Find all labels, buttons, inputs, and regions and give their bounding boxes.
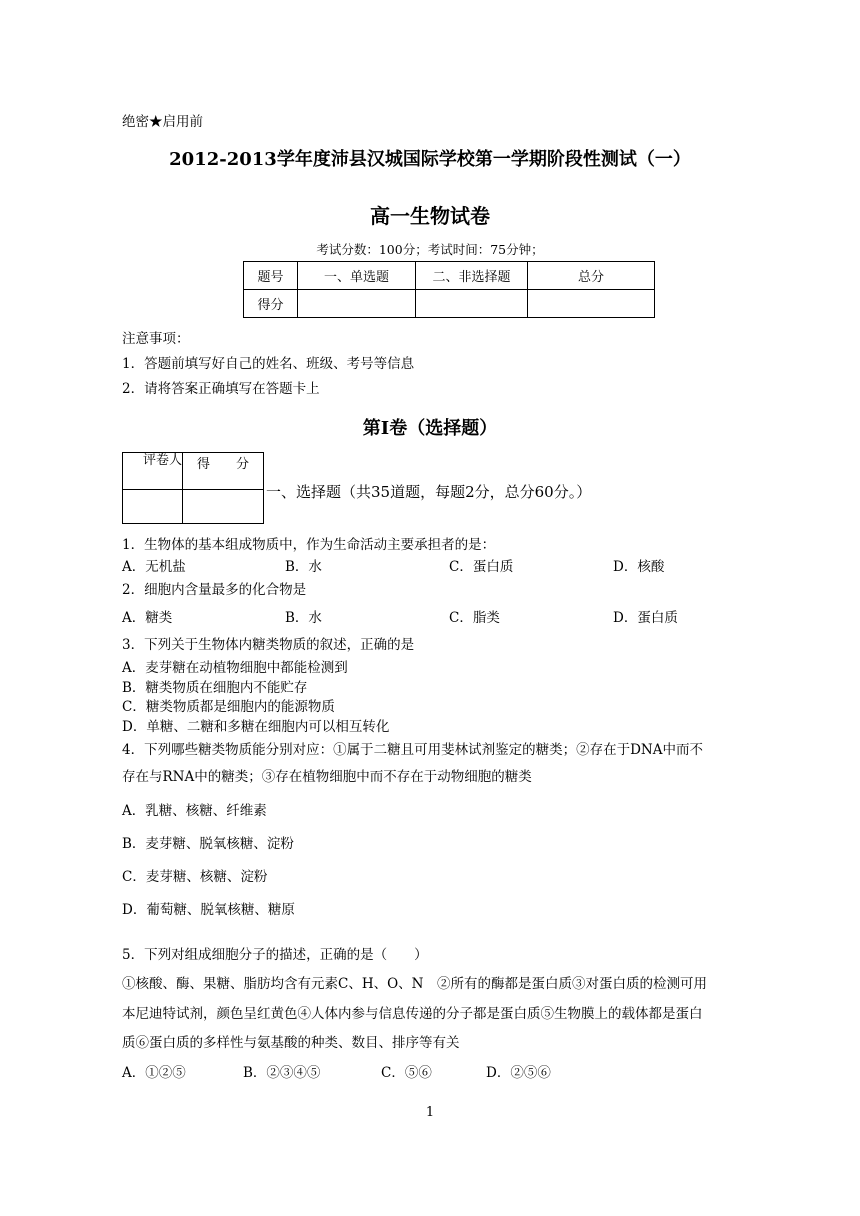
option-d: D．单糖、二糖和多糖在细胞内可以相互转化 xyxy=(122,719,390,735)
score-header-cell: 一、单选题 xyxy=(298,262,416,290)
option-a: A．麦芽糖在动植物细胞中都能检测到 xyxy=(122,660,348,676)
question-stem: 4．下列哪些糖类物质能分别对应：①属于二糖且可用斐林试剂鉴定的糖类；②存在于DNA中而不 xyxy=(122,742,703,758)
grader-cell[interactable] xyxy=(123,490,183,524)
score-cell[interactable] xyxy=(183,490,264,524)
score-header-cell: 二、非选择题 xyxy=(416,262,528,290)
score-cell[interactable] xyxy=(298,290,416,318)
option-a: A．乳糖、核糖、纤维素 xyxy=(122,803,267,819)
grader-table xyxy=(122,452,264,524)
option-d: D．核酸 xyxy=(613,559,665,575)
question-body: 质⑥蛋白质的多样性与氨基酸的种类、数目、排序等有关 xyxy=(122,1035,460,1051)
section-instruction: 一、选择题（共35道题，每题2分，总分60分。） xyxy=(266,483,592,501)
question-stem: 2．细胞内含量最多的化合物是 xyxy=(122,582,307,598)
option-c: C．蛋白质 xyxy=(449,559,514,575)
page-number: 1 xyxy=(425,1105,435,1120)
exam-subtitle: 高一生物试卷 xyxy=(370,204,490,228)
option-b: B．麦芽糖、脱氧核糖、淀粉 xyxy=(122,836,294,852)
option-b: B．糖类物质在细胞内不能贮存 xyxy=(122,680,308,696)
score-header-cell: 总分 xyxy=(528,262,655,290)
option-b: B．②③④⑤ xyxy=(243,1065,321,1081)
question-stem: 5．下列对组成细胞分子的描述，正确的是（ ） xyxy=(122,947,428,963)
option-c: C．麦芽糖、核糖、淀粉 xyxy=(122,869,268,885)
score-cell[interactable] xyxy=(416,290,528,318)
option-a: A．①②⑤ xyxy=(122,1065,186,1081)
option-a: A．糖类 xyxy=(122,610,173,626)
notes-heading: 注意事项： xyxy=(122,331,190,347)
section-title: 第I卷（选择题） xyxy=(362,418,498,439)
note-item: 1．答题前填写好自己的姓名、班级、考号等信息 xyxy=(122,356,415,372)
option-d: D．蛋白质 xyxy=(613,610,678,626)
option-b: B．水 xyxy=(285,610,322,626)
option-d: D．②⑤⑥ xyxy=(486,1065,551,1081)
question-stem-continued: 存在与RNA中的糖类；③存在植物细胞中而不存在于动物细胞的糖类 xyxy=(122,769,532,785)
score-header-cell: 题号 xyxy=(244,262,298,290)
score-cell[interactable] xyxy=(528,290,655,318)
grader-label: 评卷人 xyxy=(123,453,183,490)
exam-title: 2012-2013学年度沛县汉城国际学校第一学期阶段性测试（一） xyxy=(169,149,691,170)
option-c: C．脂类 xyxy=(449,610,500,626)
option-a: A．无机盐 xyxy=(122,559,186,575)
score-table xyxy=(243,261,655,318)
confidential-mark: 绝密★启用前 xyxy=(122,114,203,130)
option-d: D．葡萄糖、脱氧核糖、糖原 xyxy=(122,902,295,918)
option-c: C．糖类物质都是细胞内的能源物质 xyxy=(122,699,335,715)
exam-info: 考试分数：100分；考试时间：75分钟； xyxy=(316,242,544,257)
score-row-label: 得分 xyxy=(244,290,298,318)
question-body: 本尼迪特试剂，颜色呈红黄色④人体内参与信息传递的分子都是蛋白质⑤生物膜上的载体都是蛋白 xyxy=(122,1006,703,1022)
question-body: ①核酸、酶、果糖、脂肪均含有元素C、H、O、N ②所有的酶都是蛋白质③对蛋白质的检测可用 xyxy=(122,976,707,992)
option-c: C．⑤⑥ xyxy=(381,1065,432,1081)
note-item: 2．请将答案正确填写在答题卡上 xyxy=(122,381,320,397)
question-stem: 1．生物体的基本组成物质中，作为生命活动主要承担者的是： xyxy=(122,537,496,553)
score-label: 得 分 xyxy=(183,453,264,490)
option-b: B．水 xyxy=(285,559,322,575)
question-stem: 3．下列关于生物体内糖类物质的叙述，正确的是 xyxy=(122,637,415,653)
